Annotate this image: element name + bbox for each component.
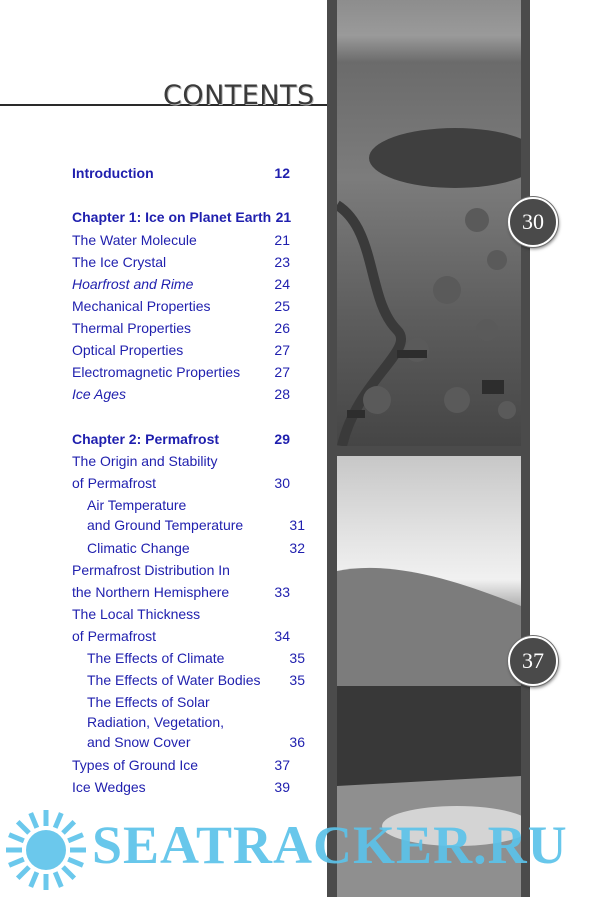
toc-entry[interactable]: [72, 628, 290, 644]
toc-entry[interactable]: [72, 232, 290, 248]
toc-entry-page: 27: [274, 342, 290, 358]
toc-entry-title: The Effects of Solar: [87, 694, 210, 710]
toc-entry-title: Ice Ages: [72, 386, 126, 402]
toc-entry-title: Air Temperature: [87, 497, 187, 513]
toc-entry-page: 30: [274, 475, 290, 491]
toc-entry-title: Optical Properties: [72, 342, 184, 358]
toc-entry-title: Types of Ground Ice: [72, 757, 199, 773]
toc-entry[interactable]: [72, 694, 305, 710]
toc-entry[interactable]: [72, 209, 290, 225]
toc-entry-page: 21: [275, 209, 292, 225]
toc-entry[interactable]: [72, 757, 290, 773]
toc-entry-title: Climatic Change: [87, 540, 190, 556]
toc-entry-page: [285, 694, 305, 710]
toc-entry[interactable]: [72, 320, 290, 336]
toc-entry-page: 28: [274, 386, 290, 402]
toc-entry-page: [285, 714, 305, 730]
toc-entry[interactable]: [72, 714, 305, 730]
toc-entry[interactable]: [72, 606, 290, 622]
toc-entry-page: 23: [274, 254, 290, 270]
toc-entry[interactable]: [72, 453, 290, 469]
toc-entry-title: The Water Molecule: [72, 232, 197, 248]
watermark-text: SEATRACKER.RU: [92, 815, 568, 875]
toc-entry-page: 33: [274, 584, 290, 600]
toc-entry-page: 36: [289, 734, 305, 750]
toc-entry-page: 31: [289, 517, 305, 533]
toc-entry-title: Thermal Properties: [72, 320, 192, 336]
watermark-sun-logo: [4, 808, 88, 892]
toc-entry-page: 21: [274, 232, 290, 248]
toc-entry-title: Electromagnetic Properties: [72, 364, 241, 380]
toc-entry[interactable]: [72, 540, 305, 556]
tundra-aerial-photo: [337, 0, 521, 446]
toc-entry-title: and Ground Temperature: [87, 517, 244, 533]
toc-entry-page: [285, 497, 305, 513]
toc-entry-title: Mechanical Properties: [72, 298, 211, 314]
toc-entry-page: 12: [274, 165, 290, 181]
toc-entry[interactable]: [72, 517, 305, 533]
toc-entry-title: of Permafrost: [72, 628, 157, 644]
toc-entry-title: Chapter 1: Ice on Planet Earth: [72, 209, 272, 225]
toc-entry[interactable]: [72, 165, 290, 181]
page-number-badge: 30: [508, 197, 558, 247]
toc-entry-page: [270, 562, 290, 578]
toc-entry[interactable]: [72, 386, 290, 402]
toc-entry-page: 39: [274, 779, 290, 795]
toc-entry-title: Ice Wedges: [72, 779, 146, 795]
toc-entry[interactable]: [72, 364, 290, 380]
toc-entry-page: 35: [289, 672, 305, 688]
toc-entry-title: of Permafrost: [72, 475, 157, 491]
toc-entry-title: The Local Thickness: [72, 606, 201, 622]
toc-entry-page: 34: [274, 628, 290, 644]
toc-entry-page: 26: [274, 320, 290, 336]
toc-entry-title: The Effects of Climate: [87, 650, 225, 666]
toc-entry-page: 37: [274, 757, 290, 773]
toc-entry-page: 24: [274, 276, 290, 292]
toc-entry-page: 35: [289, 650, 305, 666]
toc-entry-title: and Snow Cover: [87, 734, 191, 750]
toc-entry[interactable]: [72, 734, 305, 750]
toc-entry[interactable]: [72, 431, 290, 447]
toc-entry-page: 25: [274, 298, 290, 314]
toc-entry-title: The Effects of Water Bodies: [87, 672, 261, 688]
toc-entry-title: Introduction: [72, 165, 154, 181]
toc-entry-page: 29: [274, 431, 290, 447]
toc-entry-title: the Northern Hemisphere: [72, 584, 230, 600]
toc-entry[interactable]: [72, 562, 290, 578]
toc-entry-page: 32: [289, 540, 305, 556]
toc-entry[interactable]: [72, 254, 290, 270]
toc-entry-title: Permafrost Distribution In: [72, 562, 230, 578]
toc-entry[interactable]: [72, 779, 290, 795]
toc-entry[interactable]: [72, 497, 305, 513]
toc-entry-page: [270, 606, 290, 622]
toc-entry-title: The Origin and Stability: [72, 453, 218, 469]
toc-entry-title: The Ice Crystal: [72, 254, 167, 270]
toc-entry[interactable]: [72, 298, 290, 314]
toc-entry[interactable]: [72, 475, 290, 491]
toc-entry[interactable]: [72, 672, 305, 688]
page-number-badge: 37: [508, 636, 558, 686]
toc-entry-page: [270, 453, 290, 469]
toc-entry-page: 27: [274, 364, 290, 380]
toc-entry[interactable]: [72, 342, 290, 358]
toc-entry[interactable]: [72, 276, 290, 292]
toc-entry-title: Chapter 2: Permafrost: [72, 431, 220, 447]
toc-entry[interactable]: [72, 584, 290, 600]
toc-entry[interactable]: [72, 650, 305, 666]
page-title: CONTENTS: [163, 80, 315, 111]
toc-entry-title: Radiation, Vegetation,: [87, 714, 224, 730]
toc-entry-title: Hoarfrost and Rime: [72, 276, 194, 292]
